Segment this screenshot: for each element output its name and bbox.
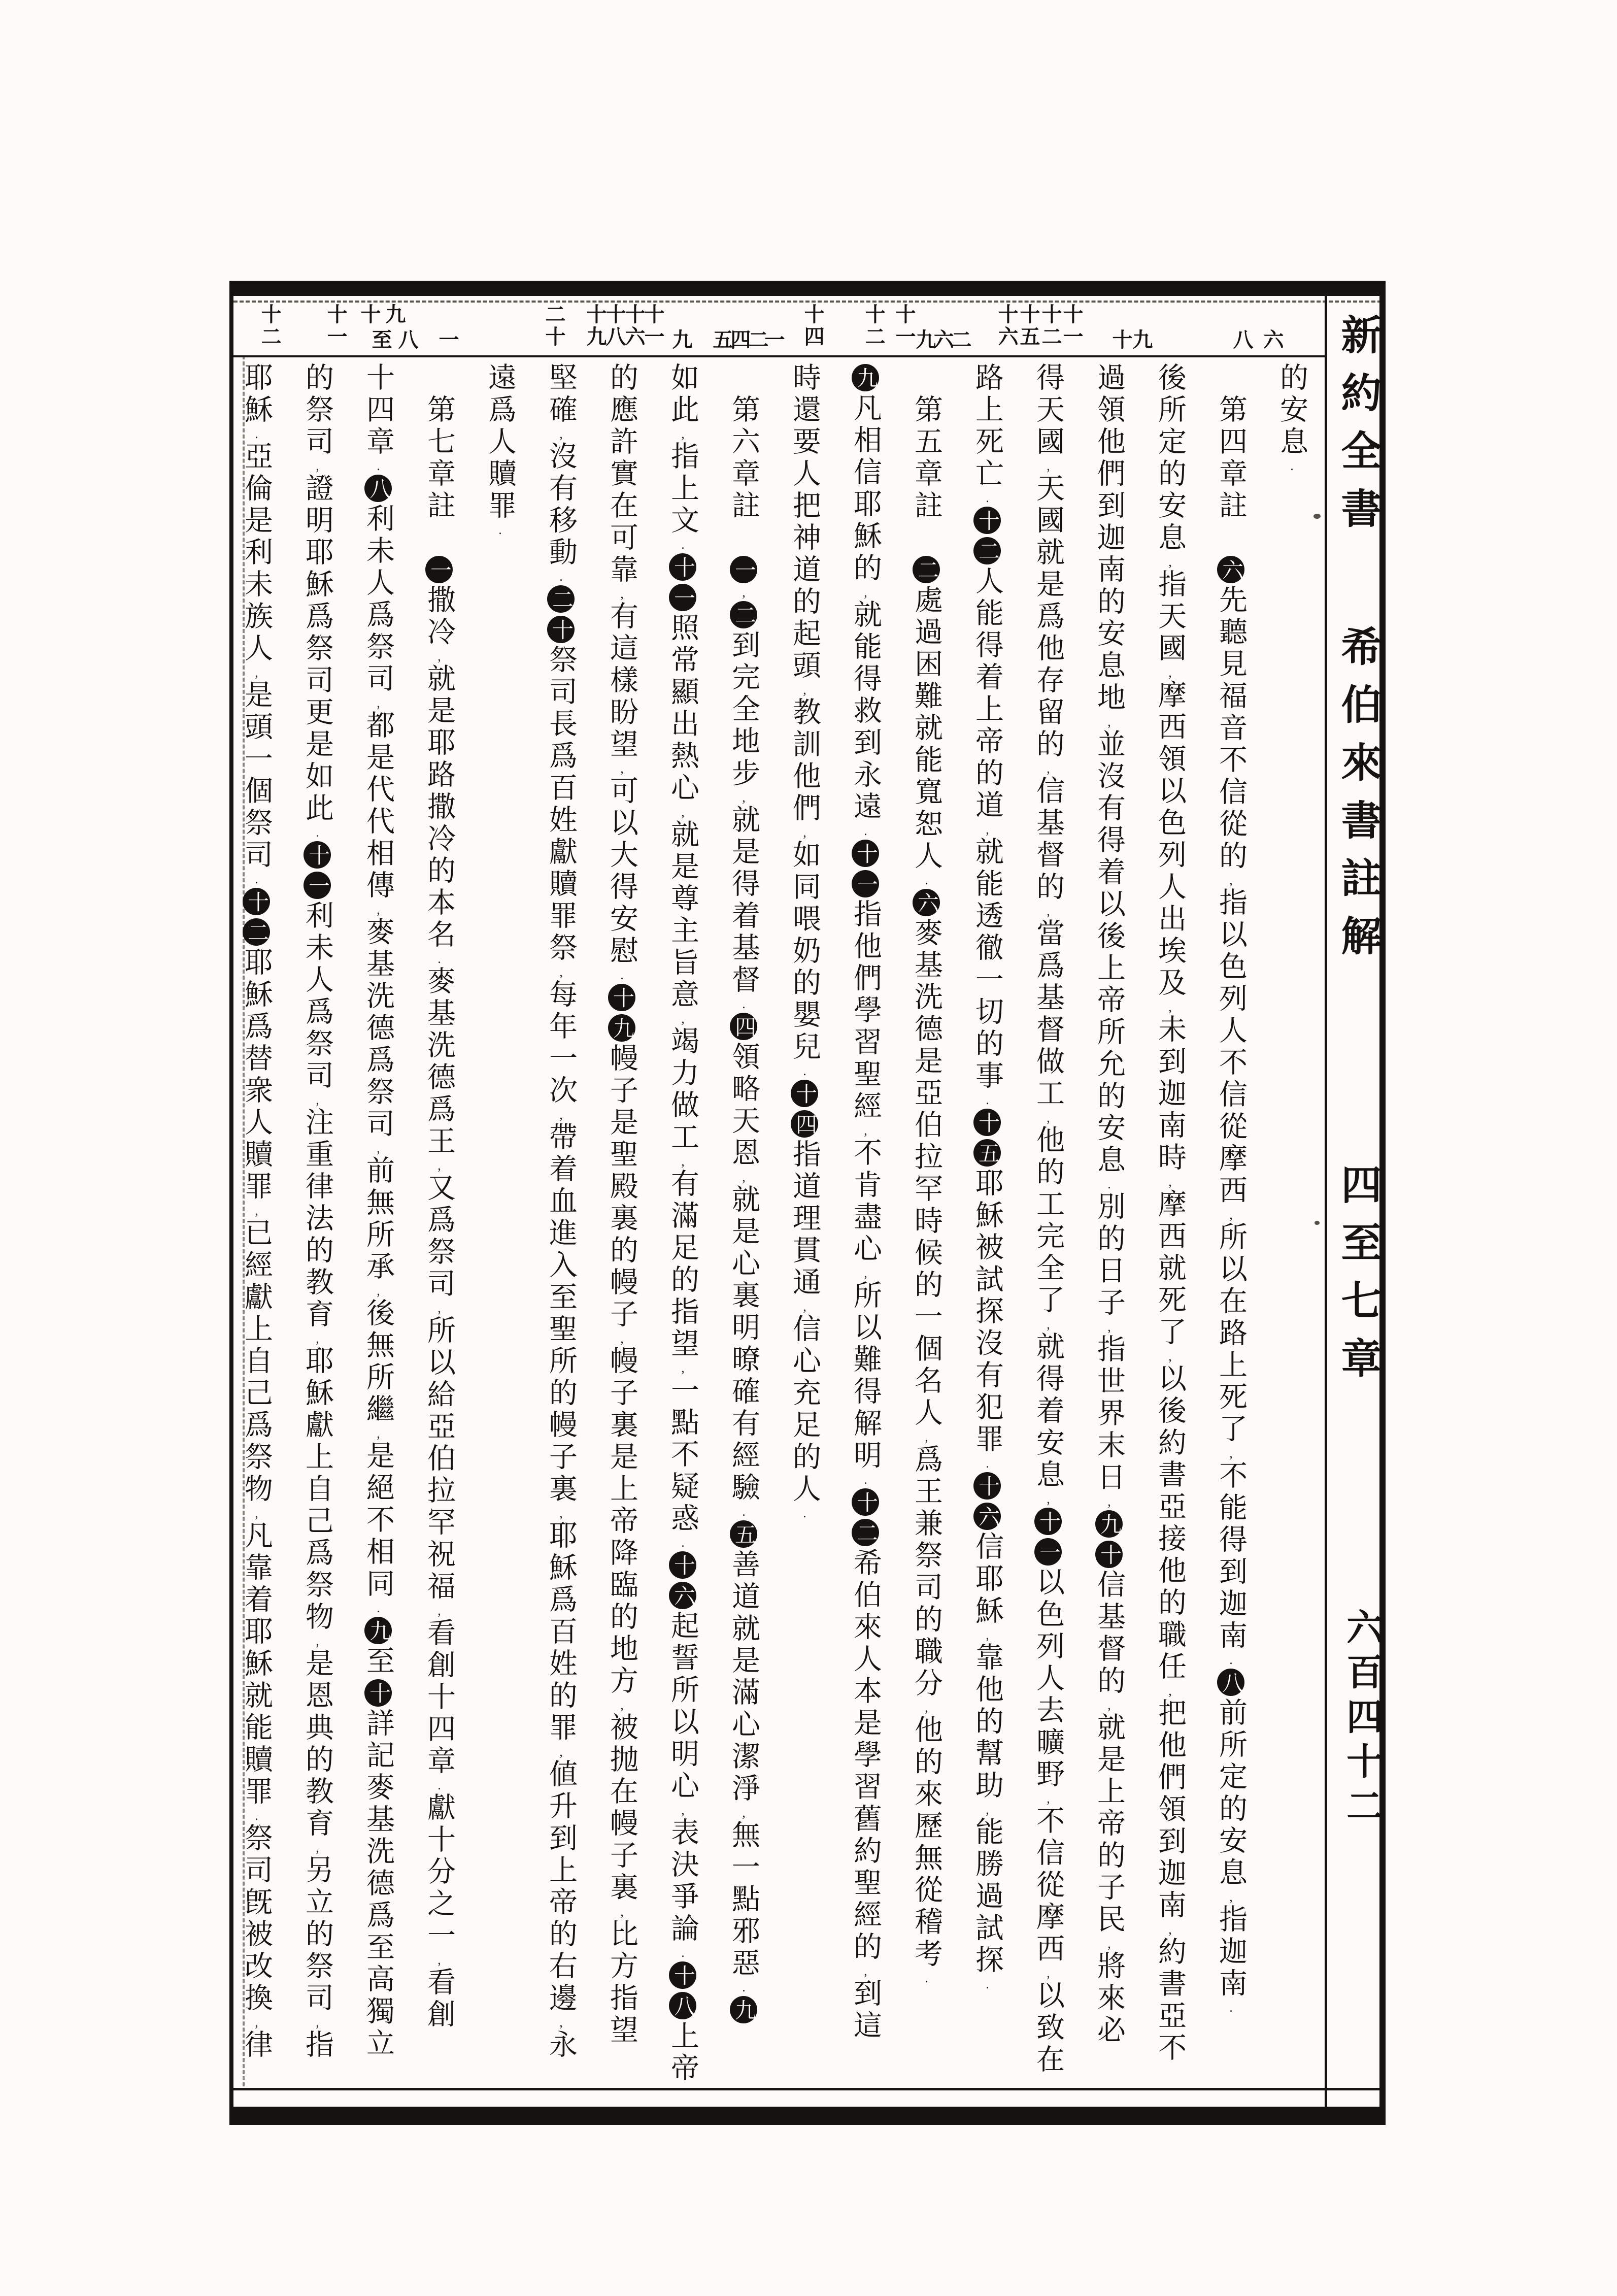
punctuation-mark: , <box>676 426 690 441</box>
punctuation-mark: . <box>797 1063 812 1078</box>
punctuation-mark: , <box>1041 1491 1056 1506</box>
punctuation-mark: , <box>797 825 812 840</box>
margin-verse-number: 十一 <box>324 304 347 348</box>
margin-verse-number: 十九 <box>584 304 607 348</box>
circled-note-number: 十 <box>852 840 879 867</box>
punctuation-mark: . <box>310 825 325 840</box>
circled-note-number: 八 <box>669 1992 696 2019</box>
punctuation-mark: . <box>736 1504 751 1519</box>
punctuation-mark: , <box>1102 1494 1117 1509</box>
circled-note-number: 十 <box>1095 1541 1123 1568</box>
margin-verse-number: 六 <box>1261 329 1284 351</box>
circled-note-number: 十 <box>973 1109 1001 1136</box>
punctuation-mark: , <box>980 1802 995 1817</box>
punctuation-mark: , <box>432 1603 447 1618</box>
circled-note-number: 八 <box>364 475 392 502</box>
circled-note-number: 二 <box>243 918 270 946</box>
circled-note-number: 十 <box>243 888 270 915</box>
punctuation-mark: . <box>1102 1177 1117 1191</box>
margin-verse-number: 十一 <box>893 304 916 348</box>
punctuation-mark: , <box>249 2015 264 2029</box>
punctuation-mark: , <box>310 1840 325 1855</box>
punctuation-mark: , <box>858 585 873 600</box>
punctuation-mark: , <box>1163 1174 1177 1189</box>
punctuation-mark: . <box>980 1977 995 1991</box>
punctuation-mark: , <box>371 1283 386 1298</box>
punctuation-mark: , <box>1163 554 1177 569</box>
punctuation-mark: . <box>919 1971 934 1985</box>
punctuation-mark: , <box>554 2015 568 2029</box>
text-column: 第七章註 一撒冷,就是耶路撒冷的本名.麥基洗德爲王,又爲祭司,所以給亞伯拉罕祝福,看創十四章.獻十分之一,看創 <box>423 394 455 2031</box>
punctuation-mark: , <box>1224 873 1238 887</box>
text-column: 遠爲人贖罪. <box>484 362 516 537</box>
punctuation-mark: , <box>249 1506 264 1520</box>
punctuation-mark: , <box>554 426 568 441</box>
punctuation-mark: . <box>249 426 264 441</box>
punctuation-mark: , <box>310 458 325 473</box>
circled-note-number: 十 <box>669 1551 696 1579</box>
circled-note-number: 九 <box>730 1996 757 2023</box>
punctuation-mark: . <box>615 968 629 982</box>
margin-verse-number: 十二 <box>862 304 885 348</box>
margin-verse-number: 十八 <box>603 304 626 348</box>
punctuation-mark: , <box>980 822 995 837</box>
punctuation-mark: . <box>249 872 264 886</box>
punctuation-mark: , <box>1163 665 1177 680</box>
circled-note-number: 二 <box>730 601 757 628</box>
margin-verse-number: 十 <box>1109 329 1132 351</box>
circled-note-number: 十 <box>547 616 575 643</box>
text-column: 的祭司,證明耶穌爲祭司更是如此.十一利未人爲祭司,注重律法的教育,耶穌獻上自己爲祭物,是恩典的教育,另立的祭司,指 <box>301 362 333 2061</box>
punctuation-mark: , <box>1224 1889 1238 1904</box>
punctuation-mark: . <box>554 569 568 584</box>
punctuation-mark: , <box>980 1627 995 1642</box>
punctuation-mark: , <box>371 902 386 917</box>
circled-note-number: 九 <box>852 364 879 391</box>
margin-verse-number: 十六 <box>995 304 1018 348</box>
punctuation-mark: . <box>1224 1652 1238 1667</box>
punctuation-mark: , <box>615 1698 629 1712</box>
punctuation-mark: , <box>1224 1446 1238 1460</box>
frame-border-top <box>229 281 1386 296</box>
punctuation-mark: , <box>615 761 629 776</box>
margin-verse-number: 十五 <box>1017 304 1040 348</box>
circled-note-number: 一 <box>1034 1538 1062 1566</box>
text-column: 的應許實在可靠,有這樣盼望,可以大得安慰.十九幔子是聖殿裏的幔子,幔子裏是上帝降臨的地方,被抛在幔子裏,比方指望 <box>606 362 637 2047</box>
punctuation-mark: . <box>858 1472 873 1487</box>
circled-note-number: 六 <box>1217 556 1244 583</box>
margin-verse-number: 十一 <box>1060 304 1083 348</box>
punctuation-mark: , <box>1163 1683 1177 1698</box>
circled-note-number: 十 <box>1034 1508 1062 1535</box>
punctuation-mark: , <box>858 1266 873 1280</box>
margin-text-divider-rule <box>232 355 1326 357</box>
circled-note-number: 一 <box>669 584 696 611</box>
margin-verse-number: 八 <box>1230 329 1253 351</box>
punctuation-mark: , <box>249 1203 264 1218</box>
text-column: 路上死亡.十二人能得着上帝的道,就能透徹一切的事.十五耶穌被試探沒有犯罪.十六信耶穌,靠他的幫助,能勝過試探. <box>971 362 1003 1991</box>
circled-note-number: 十 <box>791 1080 818 1107</box>
punctuation-mark: , <box>249 665 264 680</box>
chapter-range: 四至七章 <box>1335 1163 1379 1395</box>
punctuation-mark: , <box>797 682 812 697</box>
punctuation-mark: . <box>432 1778 447 1792</box>
punctuation-mark: . <box>858 823 873 838</box>
punctuation-mark: . <box>676 1945 690 1960</box>
margin-verse-number: 九 <box>383 304 406 326</box>
punctuation-mark: , <box>371 695 386 710</box>
punctuation-mark: , <box>310 1634 325 1648</box>
frame-border-bottom <box>229 2107 1386 2125</box>
text-column: 九凡相信耶穌的,就能得救到永遠.十一指他們學習聖經,不肯盡心,所以難得解明.十二希伯來人本是學習舊約聖經的,到這 <box>835 362 896 2088</box>
punctuation-mark: . <box>371 1601 386 1615</box>
text-column: 第六章註 一,二到完全地步,就是得着基督.四領略天恩,就是心裏明暸確有經驗.五善道就是滿心潔淨,無一點邪惡.九 <box>713 362 774 2088</box>
punctuation-mark: , <box>1041 1791 1056 1806</box>
punctuation-mark: . <box>1285 458 1299 473</box>
punctuation-mark: . <box>371 458 386 473</box>
punctuation-mark: , <box>1041 1966 1056 1980</box>
scan-speck <box>1313 514 1321 519</box>
margin-verse-number: 十一 <box>642 304 664 348</box>
circled-note-number: 二 <box>973 537 1001 564</box>
punctuation-mark: , <box>432 649 447 663</box>
punctuation-mark: , <box>1041 761 1056 776</box>
circled-note-number: 十 <box>669 553 696 581</box>
margin-verse-number: 二十 <box>543 304 565 348</box>
margin-verse-number: 九 <box>1130 329 1153 351</box>
circled-note-number: 八 <box>1217 1669 1244 1696</box>
punctuation-mark: , <box>736 1170 751 1184</box>
punctuation-mark: , <box>554 1744 568 1759</box>
punctuation-mark: . <box>1224 2000 1238 2015</box>
margin-verse-number: 一 <box>436 329 459 351</box>
punctuation-mark: . <box>980 1092 995 1107</box>
punctuation-mark: , <box>310 1092 325 1107</box>
punctuation-mark: , <box>1163 1922 1177 1937</box>
circled-note-number: 六 <box>913 889 940 916</box>
punctuation-mark: , <box>1041 904 1056 918</box>
punctuation-mark: , <box>615 1904 629 1919</box>
circled-note-number: 一 <box>304 872 331 899</box>
circled-note-number: 四 <box>791 1110 818 1138</box>
text-column: 過領他們到迦南的安息地,並沒有得着以後上帝所允的安息.別的日子,指世界末日,九十信基督的,就是上帝的子民,將來必 <box>1093 362 1125 2047</box>
text-column: 後所定的安息,指天國,摩西領以色列人出埃及,未到迦南時,摩西就死了,以後約書亞接他的職任,把他們領到迦南,約書亞不 <box>1154 362 1186 2065</box>
margin-verse-number: 一 <box>762 329 785 351</box>
circled-note-number: 一 <box>425 556 453 583</box>
text-column: 的安息. <box>1276 362 1307 473</box>
punctuation-mark: , <box>676 1360 690 1375</box>
punctuation-mark: , <box>1041 458 1056 473</box>
margin-verse-numbers <box>226 303 1327 354</box>
punctuation-mark: , <box>858 1964 873 1978</box>
punctuation-mark: , <box>371 1426 386 1441</box>
margin-verse-number: 十六 <box>622 304 645 348</box>
margin-verse-number: 九 <box>913 329 936 351</box>
circled-note-number: 十 <box>364 1679 392 1707</box>
punctuation-mark: , <box>310 1331 325 1346</box>
text-column: 時還要人把神道的起頭,教訓他們,如同喂奶的嬰兒.十四指道理貫通,信心充足的人. <box>789 362 820 1520</box>
margin-verse-number: 二 <box>949 329 971 351</box>
punctuation-mark: , <box>858 1123 873 1138</box>
punctuation-mark: , <box>554 964 568 979</box>
punctuation-mark: , <box>736 585 751 600</box>
punctuation-mark: , <box>310 2015 325 2029</box>
punctuation-mark: , <box>1102 1936 1117 1951</box>
punctuation-mark: , <box>797 1299 812 1314</box>
punctuation-mark: , <box>554 1506 568 1520</box>
margin-verse-number: 至 <box>369 329 392 351</box>
text-column: 第五章註 二處過困難就能寬恕人.六麥基洗德是亞伯拉罕時候的一個名人,爲王兼祭司的職分,他的來歷無從稽考. <box>911 394 942 1985</box>
punctuation-mark: . <box>980 490 995 505</box>
punctuation-mark: , <box>1224 1207 1238 1222</box>
circled-note-number: 二 <box>913 556 940 583</box>
punctuation-mark: , <box>1102 1698 1117 1712</box>
punctuation-mark: . <box>736 996 751 1011</box>
text-column: 十四章.八利未人爲祭司,都是代代相傳,麥基洗德爲祭司,前無所承,後無所繼,是絕不相同.九至十詳記麥基洗德爲至高獨立 <box>362 362 394 2060</box>
punctuation-mark: , <box>736 1805 751 1820</box>
book-title: 新約全書 <box>1335 314 1379 545</box>
margin-verse-number: 九 <box>669 329 692 351</box>
circled-note-number: 十 <box>852 1488 879 1516</box>
circled-note-number: 二 <box>852 1519 879 1546</box>
circled-note-number: 九 <box>364 1617 392 1644</box>
punctuation-mark: . <box>736 1980 751 1994</box>
punctuation-mark: , <box>676 1154 690 1169</box>
text-column: 堅確,沒有移動.二十祭司長爲百姓獻贖罪祭,每年一次,帶着血進入至聖所的幔子裏,耶穌爲百姓的罪,値升到上帝的右邊,永 <box>545 362 577 2061</box>
margin-verse-number: 四 <box>728 329 751 351</box>
punctuation-mark: , <box>615 586 629 601</box>
circled-note-number: 十 <box>973 507 1001 534</box>
punctuation-mark: . <box>797 1506 812 1520</box>
margin-verse-number: 十二 <box>1039 304 1062 348</box>
punctuation-mark: . <box>919 873 934 887</box>
margin-verse-number: 八 <box>395 329 418 351</box>
punctuation-mark: , <box>1041 1110 1056 1125</box>
margin-verse-number: 六 <box>931 329 954 351</box>
punctuation-mark: . <box>980 1456 995 1471</box>
text-column: 耶穌.亞倫是利未族人,是頭一個祭司.十二耶穌爲替衆人贖罪,已經獻上自己爲祭物,凡靠着耶穌就能贖罪.祭司旣被改換,律 <box>241 362 272 2061</box>
punctuation-mark: , <box>554 1107 568 1122</box>
circled-note-number: 五 <box>730 1520 757 1548</box>
punctuation-mark: , <box>919 1700 934 1715</box>
circled-note-number: 九 <box>608 1014 635 1042</box>
punctuation-mark: . <box>249 1808 264 1823</box>
punctuation-mark: . <box>676 1535 690 1550</box>
circled-note-number: 六 <box>973 1503 1001 1530</box>
commentary-text-area <box>226 362 1327 2088</box>
circled-note-number: 十 <box>973 1472 1001 1500</box>
text-column: 第四章註 六先聽見福音不信從的,指以色列人不信從摩西,所以在路上死了,不能得到迦南.八前所定的安息,指迦南. <box>1215 394 1247 2015</box>
punctuation-mark: , <box>1163 1349 1177 1363</box>
circled-note-number: 十 <box>669 1961 696 1989</box>
punctuation-mark: , <box>432 1301 447 1315</box>
margin-verse-number: 二 <box>746 329 768 351</box>
punctuation-mark: , <box>1102 714 1117 729</box>
punctuation-mark: . <box>676 537 690 552</box>
circled-note-number: 十 <box>608 984 635 1011</box>
punctuation-mark: , <box>432 1158 447 1173</box>
punctuation-mark: . <box>493 522 508 537</box>
punctuation-mark: , <box>615 1331 629 1346</box>
punctuation-mark: , <box>676 805 690 819</box>
circled-note-number: 九 <box>1095 1510 1123 1538</box>
margin-verse-number: 十 <box>358 304 381 326</box>
text-column: 如此,指上文.十一照常顯出熱心,就是尊主旨意,竭力做工,有滿足的指望,一點不疑惑.十六起誓所以明心,表決爭論.十八上帝 <box>667 362 698 2085</box>
punctuation-mark: , <box>1041 1317 1056 1332</box>
punctuation-mark: , <box>432 1952 447 1967</box>
circled-note-number: 四 <box>730 1013 757 1040</box>
circled-note-number: 六 <box>669 1582 696 1609</box>
circled-note-number: 五 <box>973 1139 1001 1167</box>
text-column: 得天國,天國就是爲他存留的,信基督的,當爲基督做工,他的工完全了,就得着安息,十一以色列人去曠野,不信從摩西,以致在 <box>1032 362 1064 2076</box>
punctuation-mark: , <box>371 1141 386 1155</box>
circled-note-number: 一 <box>730 556 757 583</box>
margin-verse-number: 十四 <box>801 304 824 348</box>
circled-note-number: 十 <box>304 841 331 869</box>
punctuation-mark: , <box>676 1011 690 1026</box>
margin-verse-number: 五 <box>710 329 733 351</box>
section-title: 希伯來書註解 <box>1335 625 1379 973</box>
punctuation-mark: , <box>736 790 751 805</box>
punctuation-mark: , <box>1163 1000 1177 1014</box>
page-number: 六百四十二 <box>1341 1608 1382 1832</box>
margin-verse-number: 十二 <box>258 304 281 348</box>
punctuation-mark: . <box>432 951 447 966</box>
circled-note-number: 二 <box>547 585 575 613</box>
circled-note-number: 一 <box>852 870 879 897</box>
punctuation-mark: , <box>1102 1319 1117 1334</box>
scan-speck <box>1315 1221 1320 1225</box>
punctuation-mark: , <box>676 1803 690 1817</box>
punctuation-mark: , <box>919 1429 934 1444</box>
